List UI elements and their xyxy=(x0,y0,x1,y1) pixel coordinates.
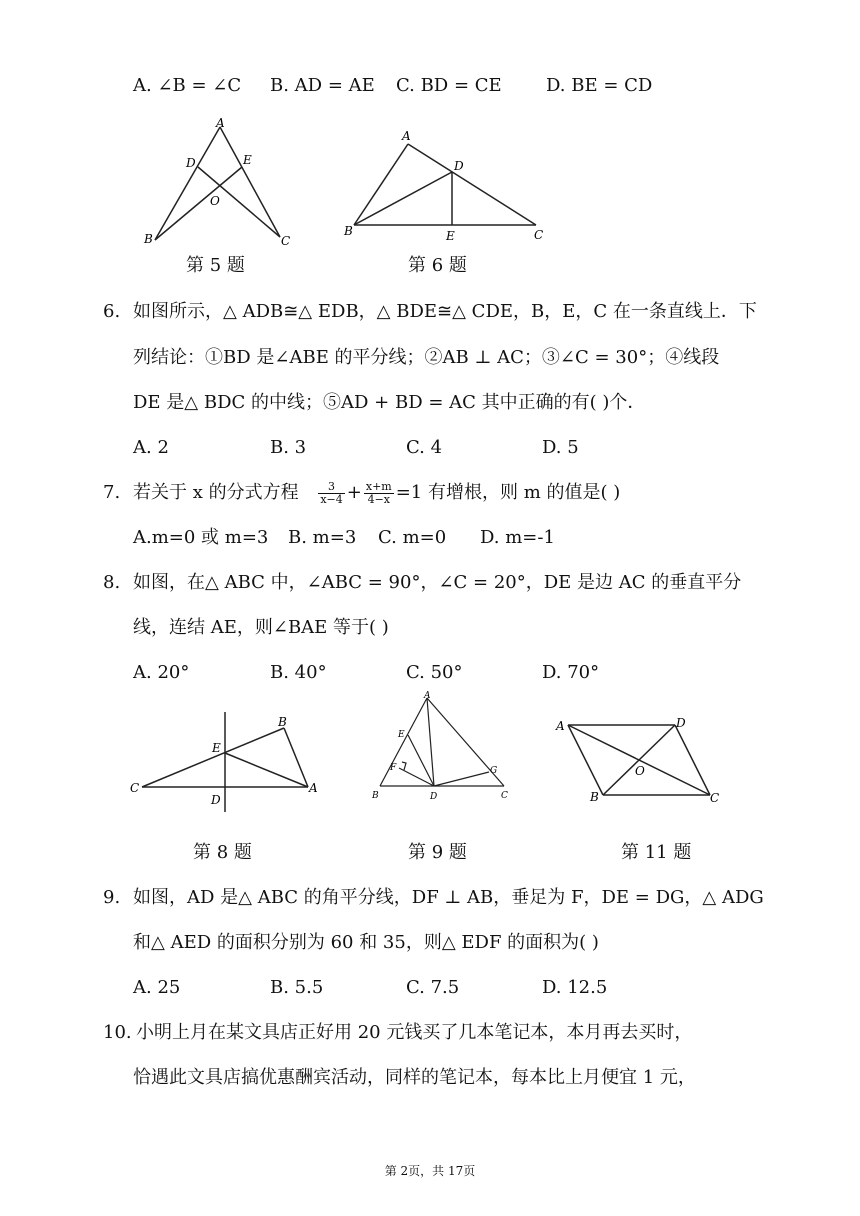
figure-5 xyxy=(130,112,300,252)
f5-label-c: C xyxy=(281,234,291,248)
q7-number: 7. xyxy=(103,482,121,503)
caption-fig9: 第 9 题 xyxy=(408,842,467,863)
f9-label-d: D xyxy=(430,792,438,802)
q6-option-b: B. 3 xyxy=(270,437,307,458)
q6-option-a: A. 2 xyxy=(133,437,169,458)
figure-6 xyxy=(340,122,550,247)
figure-11 xyxy=(550,708,730,808)
q6-line1: 如图所示，△ ADB≅△ EDB，△ BDE≅△ CDE，B，E，C 在一条直线上．下 xyxy=(133,301,757,322)
q7-fraction-2 xyxy=(364,481,394,506)
q7-frac1-denominator: x−4 xyxy=(320,492,343,506)
q8-line1: 如图，在△ ABC 中，∠ABC = 90°，∠C = 20°，DE 是边 AC 的垂直平分 xyxy=(133,572,742,593)
q9-line1: 如图，AD 是△ ABC 的角平分线，DF ⊥ AB，垂足为 F，DE = DG，△ ADG xyxy=(133,887,764,908)
q8-option-c: C. 50° xyxy=(406,662,463,683)
caption-fig6: 第 6 题 xyxy=(408,255,467,276)
q8-number: 8. xyxy=(103,572,121,593)
caption-fig11: 第 11 题 xyxy=(621,842,692,863)
figure-8 xyxy=(128,708,328,818)
caption-fig8: 第 8 题 xyxy=(193,842,252,863)
q7-frac2-denominator: 4−x xyxy=(367,492,390,506)
f8-label-a: A xyxy=(309,781,318,795)
q5-option-b: B. AD = AE xyxy=(270,75,375,96)
q7-text-after: =1 有增根，则 m 的值是( ) xyxy=(395,482,621,503)
q5-option-c: C. BD = CE xyxy=(396,75,502,96)
f8-label-d: D xyxy=(211,793,221,807)
q9-option-d: D. 12.5 xyxy=(542,977,608,998)
q10-line2: 恰遇此文具店搞优惠酬宾活动，同样的笔记本，每本比上月便宜 1 元， xyxy=(133,1067,696,1088)
q8-option-d: D. 70° xyxy=(542,662,600,683)
f11-label-d: D xyxy=(676,716,686,730)
f5-label-e: E xyxy=(243,153,252,167)
q5-option-a: A. ∠B = ∠C xyxy=(133,75,242,96)
q7-frac2-numerator: x+m xyxy=(365,479,392,493)
q9-option-a: A. 25 xyxy=(133,977,181,998)
q7-frac1-numerator: 3 xyxy=(318,481,344,494)
q9-line2: 和△ AED 的面积分别为 60 和 35，则△ EDF 的面积为( ) xyxy=(133,932,599,953)
f9-label-e: E xyxy=(398,730,405,740)
q5-option-d: D. BE = CD xyxy=(546,75,653,96)
f9-label-a: A xyxy=(424,691,431,701)
q6-option-c: C. 4 xyxy=(406,437,443,458)
q6-line2: 列结论：①BD 是∠ABE 的平分线；②AB ⊥ AC；③∠C = 30°；④线段 xyxy=(133,347,720,368)
q7-plus: + xyxy=(346,482,362,503)
q7-equation-line xyxy=(133,474,620,512)
f9-label-c: C xyxy=(501,791,508,801)
f8-label-e: E xyxy=(212,741,221,755)
q7-option-a: A.m=0 或 m=3 xyxy=(133,527,269,548)
q8-option-b: B. 40° xyxy=(270,662,327,683)
figure-9 xyxy=(366,690,516,805)
q7-fraction-1 xyxy=(318,481,344,506)
q7-option-d: D. m=-1 xyxy=(480,527,555,548)
f5-label-o: O xyxy=(210,194,220,208)
f8-label-b: B xyxy=(278,715,287,729)
q8-line2: 线，连结 AE，则∠BAE 等于( ) xyxy=(133,617,389,638)
q9-option-b: B. 5.5 xyxy=(270,977,324,998)
q6-option-d: D. 5 xyxy=(542,437,579,458)
f8-label-c: C xyxy=(130,781,140,795)
caption-fig5: 第 5 题 xyxy=(186,255,245,276)
f11-label-c: C xyxy=(710,791,720,805)
q7-option-c: C. m=0 xyxy=(378,527,447,548)
f9-label-g: G xyxy=(490,766,498,776)
q7-option-b: B. m=3 xyxy=(288,527,357,548)
q10-line1: 小明上月在某文具店正好用 20 元钱买了几本笔记本，本月再去买时， xyxy=(136,1022,693,1043)
f9-label-b: B xyxy=(372,791,379,801)
q6-number: 6. xyxy=(103,301,121,322)
f5-label-a: A xyxy=(216,116,225,130)
f11-label-a: A xyxy=(556,719,565,733)
q9-number: 9. xyxy=(103,887,121,908)
q7-text-before: 若关于 x 的分式方程 xyxy=(133,482,299,503)
f6-label-c: C xyxy=(534,228,544,242)
q9-option-c: C. 7.5 xyxy=(406,977,460,998)
f6-label-b: B xyxy=(344,224,353,238)
q10-number: 10. xyxy=(103,1022,132,1043)
f5-label-b: B xyxy=(144,232,153,246)
f5-label-d: D xyxy=(186,156,196,170)
page-footer: 第 2页，共 17页 xyxy=(384,1164,476,1178)
f9-label-f: F xyxy=(390,763,397,773)
q8-option-a: A. 20° xyxy=(133,662,190,683)
f6-label-e: E xyxy=(446,229,455,243)
f6-label-a: A xyxy=(402,129,411,143)
f11-label-b: B xyxy=(590,790,599,804)
f11-label-o: O xyxy=(635,764,645,778)
f6-label-d: D xyxy=(454,159,464,173)
q6-line3: DE 是△ BDC 的中线；⑤AD + BD = AC 其中正确的有( )个． xyxy=(133,392,646,413)
